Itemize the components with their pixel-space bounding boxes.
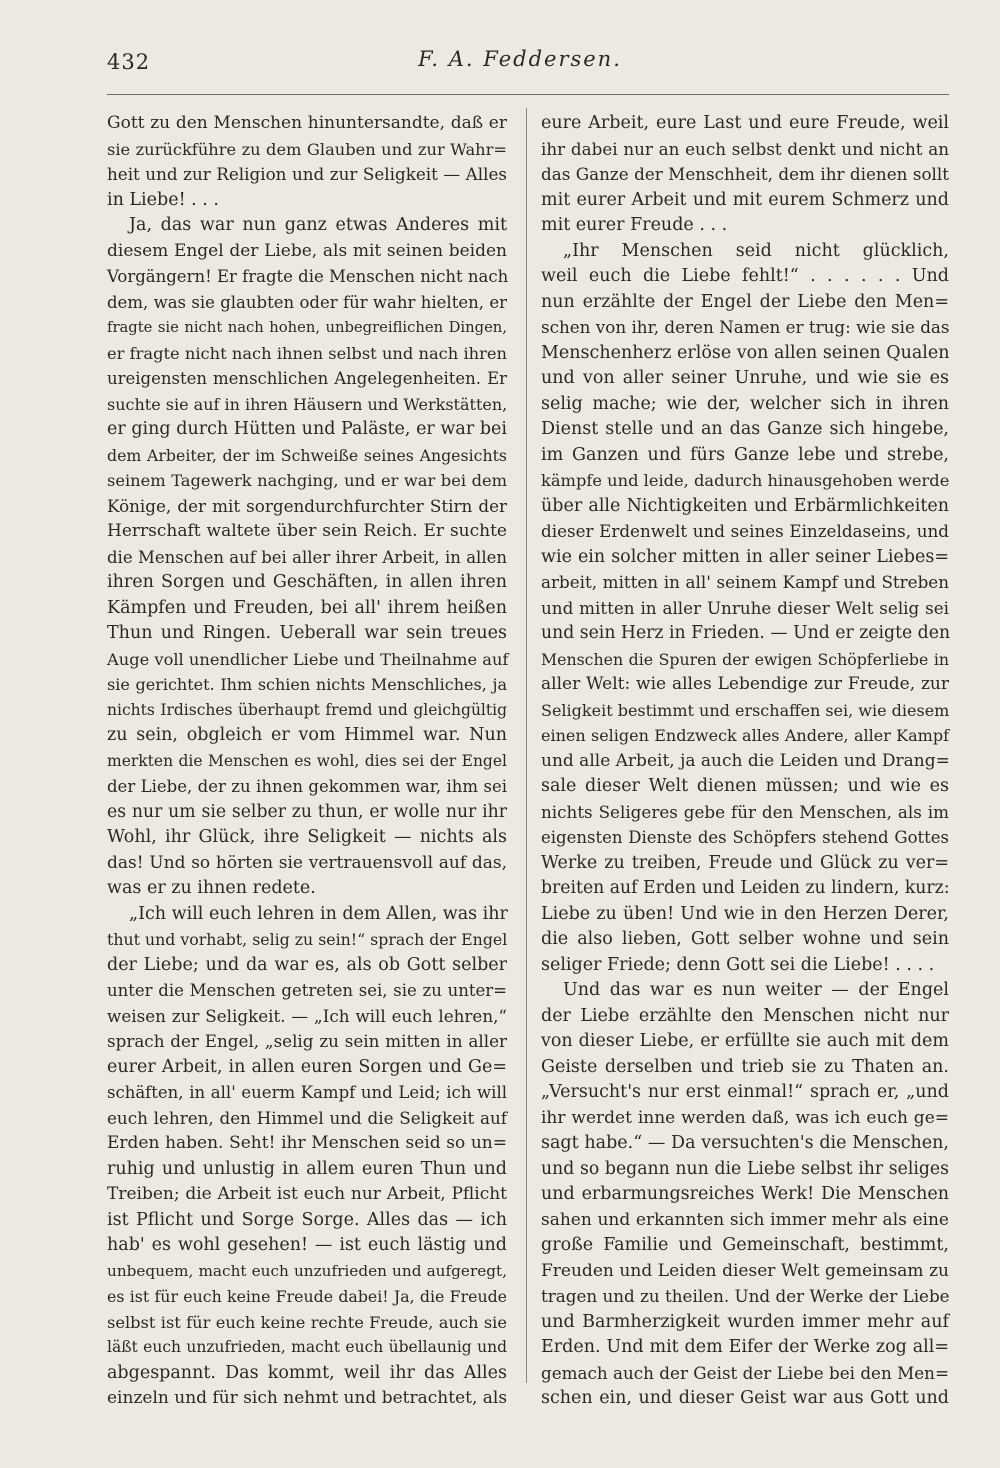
text-line: schen von ihr, deren Namen er trug: wie sie das: [541, 317, 950, 337]
text-line: eure Arbeit, eure Last und eure Freude, weil: [541, 113, 949, 133]
right-column: [541, 111, 949, 1412]
text-line: eurer Arbeit, in allen euren Sorgen und Ge=: [107, 1056, 507, 1077]
text-line: ist Pflicht und Sorge Sorge. Alles das — ich: [107, 1209, 507, 1230]
text-line: der Liebe; und da war es, als ob Gott selber: [107, 954, 507, 975]
text-line: große Familie und Gemeinschaft, bestimmt,: [541, 1235, 949, 1255]
text-line: nichts Seligeres gebe für den Menschen, als im: [541, 801, 949, 822]
text-line: Treiben; die Arbeit ist euch nur Arbeit, Pflicht: [107, 1184, 507, 1204]
text-line: Könige, der mit sorgendurchfurchter Stirn der: [107, 495, 507, 516]
text-line: Ja, das war nun ganz etwas Anderes mit: [129, 215, 507, 235]
header-rule: [107, 94, 949, 95]
text-line: mit eurer Arbeit und mit eurem Schmerz und: [541, 189, 949, 210]
text-line: unter die Menschen getreten sei, sie zu unter=: [107, 981, 507, 1000]
text-line: Werke zu treiben, Freude und Glück zu ver=: [541, 852, 949, 873]
text-line: arbeit, mitten in all' seinem Kampf und Streben: [541, 572, 949, 592]
text-line: Dienst stelle und an das Ganze sich hingebe,: [541, 419, 949, 439]
text-line: nun erzählte der Engel der Liebe den Men=: [541, 291, 949, 312]
text-line: im Ganzen und fürs Ganze lebe und strebe,: [541, 444, 949, 465]
text-line: selbst ist für euch keine rechte Freude, auch sie: [107, 1312, 507, 1332]
text-line: Menschenherz erlöse von allen seinen Qualen: [541, 342, 950, 363]
left-column: [107, 111, 507, 1412]
text-line: er ging durch Hütten und Paläste, er war bei: [107, 419, 507, 439]
text-line: „Versucht's nur erst einmal!“ sprach er, „und: [541, 1082, 949, 1102]
text-line: dem Arbeiter, der im Schweiße seines Angesichts: [107, 445, 507, 465]
text-line: Liebe zu üben! Und wie in den Herzen Derer,: [541, 903, 949, 924]
text-line: es ist für euch keine Freude dabei! Ja, die Freude: [107, 1287, 507, 1306]
text-line: dieser Erdenwelt und seines Einzeldaseins, und: [541, 521, 949, 541]
text-line: der Liebe, der zu ihnen gekommen war, ihm sei: [107, 777, 507, 796]
text-line: einen seligen Endzweck alles Andere, aller Kampf: [541, 726, 949, 745]
text-line: es nur um sie selber zu thun, er wolle nur ihr: [107, 801, 507, 822]
text-line: Gott zu den Menschen hinuntersandte, daß er: [107, 113, 507, 133]
text-line: die Menschen auf bei aller ihrer Arbeit, in allen: [107, 547, 507, 567]
text-line: tragen und zu theilen. Und der Werke der Liebe: [541, 1286, 950, 1306]
text-line: dem, was sie glaubten oder für wahr hielten, er: [107, 292, 507, 312]
text-line: einzeln und für sich nehmt und betrachtet, als: [107, 1388, 508, 1408]
text-line: seinem Tagewerk nachging, und er war bei dem: [107, 471, 507, 490]
text-line: und von aller seiner Unruhe, und wie sie es: [541, 368, 949, 388]
text-line: „Ich will euch lehren in dem Allen, was ihr: [129, 903, 508, 924]
text-line: abgespannt. Das kommt, weil ihr das Alles: [107, 1362, 507, 1383]
text-line: heit und zur Religion und zur Seligkeit — Alles: [107, 164, 507, 184]
text-line: hab' es wohl gesehen! — ist euch lästig und: [107, 1235, 507, 1255]
text-line: sie zurückführe zu dem Glauben und zur Wahr=: [107, 139, 507, 159]
text-line: sagt habe.“ — Da versuchten's die Menschen,: [541, 1133, 949, 1153]
text-line: ureigensten menschlichen Angelegenheiten. Er: [107, 369, 507, 388]
text-line: seliger Friede; denn Gott sei die Liebe! . . . .: [541, 954, 935, 975]
text-line: fragte sie nicht nach hohen, unbegreiflichen Dingen,: [107, 319, 507, 336]
text-line: sale dieser Welt dienen müssen; und wie es: [541, 776, 949, 796]
text-line: Vorgängern! Er fragte die Menschen nicht nach: [107, 267, 509, 286]
text-line: Und das war es nun weiter — der Engel: [563, 980, 949, 1000]
text-line: eigensten Dienste des Schöpfers stehend Gottes: [541, 828, 949, 847]
page-number: 432: [107, 50, 151, 74]
text-line: selig mache; wie der, welcher sich in ihren: [541, 393, 949, 414]
text-line: und erbarmungsreiches Werk! Die Menschen: [541, 1184, 949, 1204]
text-line: weisen zur Seligkeit. — „Ich will euch lehren,“: [107, 1005, 507, 1026]
text-line: der Liebe erzählte den Menschen nicht nur: [541, 1005, 949, 1026]
text-line: unbequem, macht euch unzufrieden und aufgeregt,: [107, 1261, 507, 1280]
text-line: die also lieben, Gott selber wohne und sein: [541, 929, 949, 949]
text-line: diesem Engel der Liebe, als mit seinen beiden: [107, 240, 507, 261]
text-line: Kämpfen und Freuden, bei all' ihrem heißen: [107, 597, 507, 618]
text-line: und sein Herz in Frieden. — Und er zeigte den: [541, 623, 951, 643]
text-line: breiten auf Erden und Leiden zu lindern, kurz:: [541, 878, 950, 898]
text-line: er fragte nicht nach ihnen selbst und nach ihren: [107, 343, 507, 363]
text-line: wie ein solcher mitten in aller seiner Liebes=: [541, 546, 949, 567]
text-line: Freuden und Leiden dieser Welt gemeinsam zu: [541, 1260, 949, 1281]
text-line: Seligkeit bestimmt und erschaffen sei, wie diesem: [541, 700, 950, 720]
text-line: weil euch die Liebe fehlt!“ . . . . . . Und: [541, 266, 949, 286]
text-line: schäften, in all' euerm Kampf und Leid; ich will: [107, 1083, 507, 1102]
text-line: ihr dabei nur an euch selbst denkt und nicht an: [541, 138, 949, 159]
text-line: „Ihr Menschen seid nicht glücklich,: [563, 240, 949, 261]
text-line: schen ein, und dieser Geist war aus Gott und: [541, 1388, 949, 1408]
text-line: das! Und so hörten sie vertrauensvoll auf das,: [107, 852, 507, 873]
text-line: in Liebe! . . .: [107, 189, 219, 210]
text-line: sprach der Engel, „selig zu sein mitten in aller: [107, 1031, 507, 1051]
text-line: von dieser Liebe, er erfüllte sie auch mit dem: [541, 1031, 949, 1051]
text-line: ihren Sorgen und Geschäften, in allen ihren: [107, 572, 507, 592]
text-line: ruhig und unlustig in allem euren Thun und: [107, 1158, 507, 1179]
text-line: Wohl, ihr Glück, ihre Seligkeit — nichts als: [107, 827, 507, 847]
text-line: und so begann nun die Liebe selbst ihr seliges: [541, 1158, 949, 1179]
text-line: kämpfe und leide, dadurch hinausgehoben werde: [541, 471, 950, 490]
text-line: über alle Nichtigkeiten und Erbärmlichkeiten: [541, 495, 949, 516]
text-line: was er zu ihnen redete.: [107, 878, 316, 898]
text-line: Auge voll unendlicher Liebe und Theilnahme auf: [107, 649, 509, 669]
text-line: euch lehren, den Himmel und die Seligkeit auf: [107, 1107, 507, 1128]
text-line: sie gerichtet. Ihm schien nichts Menschliches, ja: [107, 675, 507, 694]
text-line: Herrschaft waltete über sein Reich. Er suchte: [107, 521, 507, 541]
text-line: das Ganze der Menschheit, dem ihr dienen sollt: [541, 164, 949, 184]
text-line: Geiste derselben und trieb sie zu Thaten an.: [541, 1056, 949, 1077]
text-line: ihr werdet inne werden daß, was ich euch ge=: [541, 1107, 949, 1128]
text-line: Erden haben. Seht! ihr Menschen seid so un=: [107, 1133, 507, 1153]
text-line: und mitten in aller Unruhe dieser Welt selig sei: [541, 597, 949, 618]
text-line: und alle Arbeit, ja auch die Leiden und Drang=: [541, 750, 950, 771]
text-line: mit eurer Freude . . .: [541, 215, 728, 235]
text-line: gemach auch der Geist der Liebe bei den Men=: [541, 1362, 949, 1383]
text-line: suchte sie auf in ihren Häusern und Werkstätten,: [107, 394, 508, 414]
text-line: zu sein, obgleich er vom Himmel war. Nun: [107, 725, 507, 745]
text-line: nichts Irdisches überhaupt fremd und gleichgültig: [107, 700, 507, 719]
text-line: Thun und Ringen. Ueberall war sein treues: [107, 623, 507, 643]
text-line: aller Welt: wie alles Lebendige zur Freude, zur: [541, 674, 949, 694]
text-line: merkten die Menschen es wohl, dies sei der Engel: [107, 751, 507, 770]
text-line: Erden. Und mit dem Eifer der Werke zog all=: [541, 1337, 949, 1357]
text-line: Menschen die Spuren der ewigen Schöpferliebe in: [541, 649, 949, 669]
running-head: F. A. Feddersen.: [418, 47, 622, 71]
text-line: thut und vorhabt, selig zu sein!“ sprach der Engel: [107, 930, 508, 949]
text-line: sahen und erkannten sich immer mehr als eine: [541, 1209, 949, 1230]
text-line: läßt euch unzufrieden, macht euch übellaunig und: [107, 1338, 507, 1356]
column-divider: [526, 108, 527, 1383]
text-line: und Barmherzigkeit wurden immer mehr auf: [541, 1311, 949, 1332]
